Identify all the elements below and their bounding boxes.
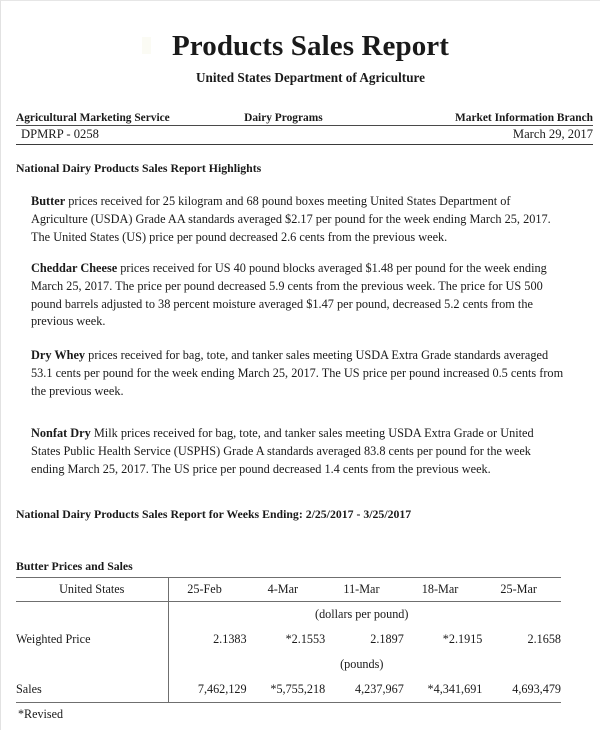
column-header-region: United States <box>16 578 168 602</box>
report-id-bar <box>16 126 593 145</box>
highlight-paragraph-nonfat-dry <box>31 425 593 478</box>
office-center: Dairy Programs <box>244 112 323 125</box>
column-header-3: 18-Mar <box>404 578 483 602</box>
sales-value-1: *5,755,218 <box>247 677 326 703</box>
highlight-body-nonfat-dry: Milk prices received for bag, tote, and tanker sales meeting USDA Extra Grade or United States Public Health Service (USPHS) Grade A standards averaged 83.8 cents per pound for the week ending March 25, 2017. The US price per pound decreased 1.4 cents from the previous week. <box>31 426 534 476</box>
page-content <box>16 1 593 722</box>
table-footnote: *Revised <box>18 707 64 722</box>
sales-row <box>16 677 561 703</box>
table-header-row <box>16 578 561 602</box>
masthead <box>28 1 593 85</box>
weighted-price-value-0: 2.1383 <box>168 627 247 652</box>
sales-value-3: *4,341,691 <box>404 677 483 703</box>
highlight-lead-dry-whey: Dry Whey <box>31 348 86 363</box>
report-date: March 29, 2017 <box>512 127 593 142</box>
weighted-price-value-2: 2.1897 <box>370 632 404 647</box>
office-right: Market Information Branch <box>455 112 593 125</box>
office-left: Agricultural Marketing Service <box>16 112 170 125</box>
highlight-body-cheddar-cheese: prices received for US 40 pound blocks averaged $1.48 per pound for the week ending March 25, 2017. The price per pound decreased 5.9 cents from the previous week. The price for US 500 pound barrels adjusted to 38 percent moisture averaged $1.47 per pound, decreased 5.2 cents from the previous week. <box>31 261 547 329</box>
highlights-heading: National Dairy Products Sales Report Highlights <box>16 161 262 176</box>
highlight-paragraph-cheddar-cheese <box>31 260 593 331</box>
highlight-lead-nonfat-dry: Nonfat Dry <box>31 426 91 441</box>
weighted-price-value-4: 2.1658 <box>527 632 561 647</box>
price-unit-spacer <box>16 602 168 628</box>
row-label-sales: Sales <box>16 677 168 703</box>
sales-unit-row <box>16 652 561 677</box>
weeks-ending-heading: National Dairy Products Sales Report for Weeks Ending: 2/25/2017 - 3/25/2017 <box>16 507 412 522</box>
weighted-price-row <box>16 627 561 652</box>
sales-unit-label: (pounds) <box>168 652 561 677</box>
sales-value-2: 4,237,967 <box>325 677 404 703</box>
highlight-body-dry-whey: prices received for bag, tote, and tanker sales meeting USDA Extra Grade standards averaged 53.1 cents per pound for the week ending March 25, 2017. The US price per pound increased 0.5 cents from the previous week. <box>31 348 564 398</box>
column-header-1: 4-Mar <box>247 578 326 602</box>
office-bar <box>16 112 593 126</box>
weighted-price-value-1: *2.1553 <box>285 632 326 647</box>
report-id: DPMRP - 0258 <box>21 127 99 142</box>
column-header-0: 25-Feb <box>168 578 247 602</box>
price-unit-row <box>16 602 561 628</box>
column-header-4: 25-Mar <box>482 578 561 602</box>
highlight-paragraph-dry-whey <box>31 347 593 400</box>
row-label-weighted-price: Weighted Price <box>16 632 91 647</box>
highlight-lead-butter: Butter <box>31 194 66 209</box>
highlight-paragraph-butter <box>31 193 593 246</box>
sales-value-0: 7,462,129 <box>168 677 247 703</box>
table-title: Butter Prices and Sales <box>16 559 133 574</box>
weighted-price-value-3: *2.1915 <box>442 632 483 647</box>
price-unit-label: (dollars per pound) <box>168 602 561 628</box>
highlight-lead-cheddar-cheese: Cheddar Cheese <box>31 261 118 276</box>
sales-value-4: 4,693,479 <box>482 677 561 703</box>
highlight-body-butter: prices received for 25 kilogram and 68 pound boxes meeting United States Department of Agriculture (USDA) Grade AA standards averaged $2.17 per pound for the week ending March 25, 2017. The United States (US) price per pound decreased 2.6 cents from the previous week. <box>31 194 551 244</box>
sales-unit-spacer <box>16 652 168 677</box>
page-subtitle: United States Department of Agriculture <box>195 69 426 85</box>
column-header-2: 11-Mar <box>325 578 404 602</box>
page-title: Products Sales Report <box>171 30 450 62</box>
butter-prices-and-sales-table <box>16 577 561 703</box>
